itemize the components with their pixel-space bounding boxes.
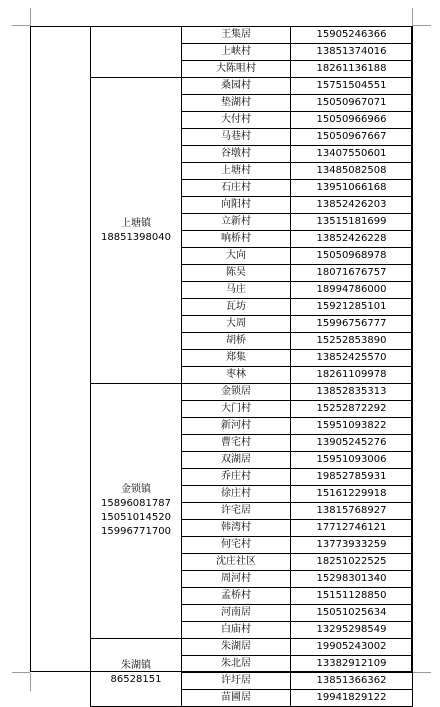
village-phone-cell: 13852426228 <box>291 231 413 248</box>
town-cell <box>91 78 182 384</box>
village-phone-cell: 19941829122 <box>291 690 413 707</box>
village-name-cell: 周河村 <box>182 571 291 588</box>
town-cell <box>91 27 182 78</box>
village-phone-cell: 13851366362 <box>291 673 413 690</box>
village-phone-cell: 19905243002 <box>291 639 413 656</box>
town-phone: 86528151 <box>110 673 162 685</box>
village-phone-cell: 18251022525 <box>291 554 413 571</box>
village-name-cell: 徐庄村 <box>182 486 291 503</box>
table-body <box>91 27 413 707</box>
town-name: 金锁镇 <box>121 484 151 495</box>
village-phone-cell: 13485082508 <box>291 163 413 180</box>
table-row <box>91 639 413 656</box>
village-name-cell: 沈庄社区 <box>182 554 291 571</box>
town-phone: 15051014520 <box>101 512 171 523</box>
village-name-cell: 何宅村 <box>182 537 291 554</box>
village-name-cell: 金锁居 <box>182 384 291 401</box>
village-phone-cell: 15151128850 <box>291 588 413 605</box>
village-phone-cell: 18261109978 <box>291 367 413 384</box>
village-phone-cell: 15751504551 <box>291 78 413 95</box>
village-name-cell: 陈吴 <box>182 265 291 282</box>
town-phone: 18851398040 <box>101 231 171 243</box>
crop-mark-bottom-left-h <box>12 672 30 673</box>
village-phone-cell: 15050967071 <box>291 95 413 112</box>
village-phone-cell: 13851374016 <box>291 44 413 61</box>
village-name-cell: 响桥村 <box>182 231 291 248</box>
village-phone-cell: 13852835313 <box>291 384 413 401</box>
village-phone-cell: 13905245276 <box>291 435 413 452</box>
village-name-cell: 韩湾村 <box>182 520 291 537</box>
village-phone-cell: 18994786000 <box>291 282 413 299</box>
village-name-cell: 孟桥村 <box>182 588 291 605</box>
village-phone-cell: 15050967667 <box>291 129 413 146</box>
village-name-cell: 大门村 <box>182 401 291 418</box>
village-name-cell: 立新村 <box>182 214 291 231</box>
village-name-cell: 郑集 <box>182 350 291 367</box>
village-phone-cell: 15050966966 <box>291 112 413 129</box>
crop-mark-bottom-right-h <box>413 672 431 673</box>
village-name-cell: 上塘村 <box>182 163 291 180</box>
village-phone-cell: 15905246366 <box>291 27 413 44</box>
village-phone-cell: 13407550601 <box>291 146 413 163</box>
town-cell <box>91 639 182 707</box>
village-phone-cell: 18261136188 <box>291 61 413 78</box>
town-phone: 15896081787 <box>101 498 171 509</box>
village-phone-cell: 15921285101 <box>291 299 413 316</box>
village-phone-cell: 17712746121 <box>291 520 413 537</box>
crop-mark-top-right-v <box>412 8 413 26</box>
village-phone-cell: 15050968978 <box>291 248 413 265</box>
village-name-cell: 石庄村 <box>182 180 291 197</box>
village-name-cell: 垫湖村 <box>182 95 291 112</box>
town-name: 上塘镇 <box>121 217 151 229</box>
village-name-cell: 大陈咀村 <box>182 61 291 78</box>
village-name-cell: 曹宅村 <box>182 435 291 452</box>
village-phone-cell: 13951066168 <box>291 180 413 197</box>
village-name-cell: 向阳村 <box>182 197 291 214</box>
village-phone-cell: 15252853890 <box>291 333 413 350</box>
village-name-cell: 大付村 <box>182 112 291 129</box>
town-phone: 15996771700 <box>101 526 171 537</box>
table-row <box>91 78 413 95</box>
village-name-cell: 大周 <box>182 316 291 333</box>
village-phone-cell: 13852425570 <box>291 350 413 367</box>
village-name-cell: 大向 <box>182 248 291 265</box>
village-phone-cell: 15051025634 <box>291 605 413 622</box>
table-row <box>91 384 413 401</box>
village-name-cell: 桑园村 <box>182 78 291 95</box>
village-name-cell: 双湖居 <box>182 452 291 469</box>
village-name-cell: 新河村 <box>182 418 291 435</box>
village-phone-cell: 13295298549 <box>291 622 413 639</box>
village-name-cell: 朱北居 <box>182 656 291 673</box>
village-phone-cell: 15161229918 <box>291 486 413 503</box>
village-name-cell: 河南居 <box>182 605 291 622</box>
village-name-cell: 马巷村 <box>182 129 291 146</box>
village-name-cell: 上峡村 <box>182 44 291 61</box>
village-name-cell: 朱湖居 <box>182 639 291 656</box>
village-phone-cell: 15996756777 <box>291 316 413 333</box>
village-phone-cell: 13515181699 <box>291 214 413 231</box>
village-phone-cell: 18071676757 <box>291 265 413 282</box>
crop-mark-top-right-h <box>413 25 431 26</box>
village-name-cell: 许宅居 <box>182 503 291 520</box>
village-name-cell: 许圩居 <box>182 673 291 690</box>
village-phone-cell: 15252872292 <box>291 401 413 418</box>
town-name: 朱湖镇 <box>121 659 151 671</box>
contact-table <box>90 26 413 707</box>
village-phone-cell: 13815768927 <box>291 503 413 520</box>
village-name-cell: 胡桥 <box>182 333 291 350</box>
village-name-cell: 白庙村 <box>182 622 291 639</box>
village-phone-cell: 13773933259 <box>291 537 413 554</box>
crop-mark-bottom-left-v <box>30 673 31 691</box>
village-name-cell: 苗圃居 <box>182 690 291 707</box>
village-phone-cell: 15951093822 <box>291 418 413 435</box>
village-phone-cell: 15298301340 <box>291 571 413 588</box>
village-name-cell: 王集居 <box>182 27 291 44</box>
village-name-cell: 乔庄村 <box>182 469 291 486</box>
village-name-cell: 枣林 <box>182 367 291 384</box>
town-cell <box>91 384 182 639</box>
village-phone-cell: 15951093006 <box>291 452 413 469</box>
village-phone-cell: 19852785931 <box>291 469 413 486</box>
village-phone-cell: 13382912109 <box>291 656 413 673</box>
crop-mark-top-left-v <box>30 8 31 26</box>
village-phone-cell: 13852426203 <box>291 197 413 214</box>
crop-mark-top-left-h <box>12 25 30 26</box>
village-name-cell: 谷墩村 <box>182 146 291 163</box>
village-name-cell: 马庄 <box>182 282 291 299</box>
table-row <box>91 27 413 44</box>
village-name-cell: 瓦坊 <box>182 299 291 316</box>
